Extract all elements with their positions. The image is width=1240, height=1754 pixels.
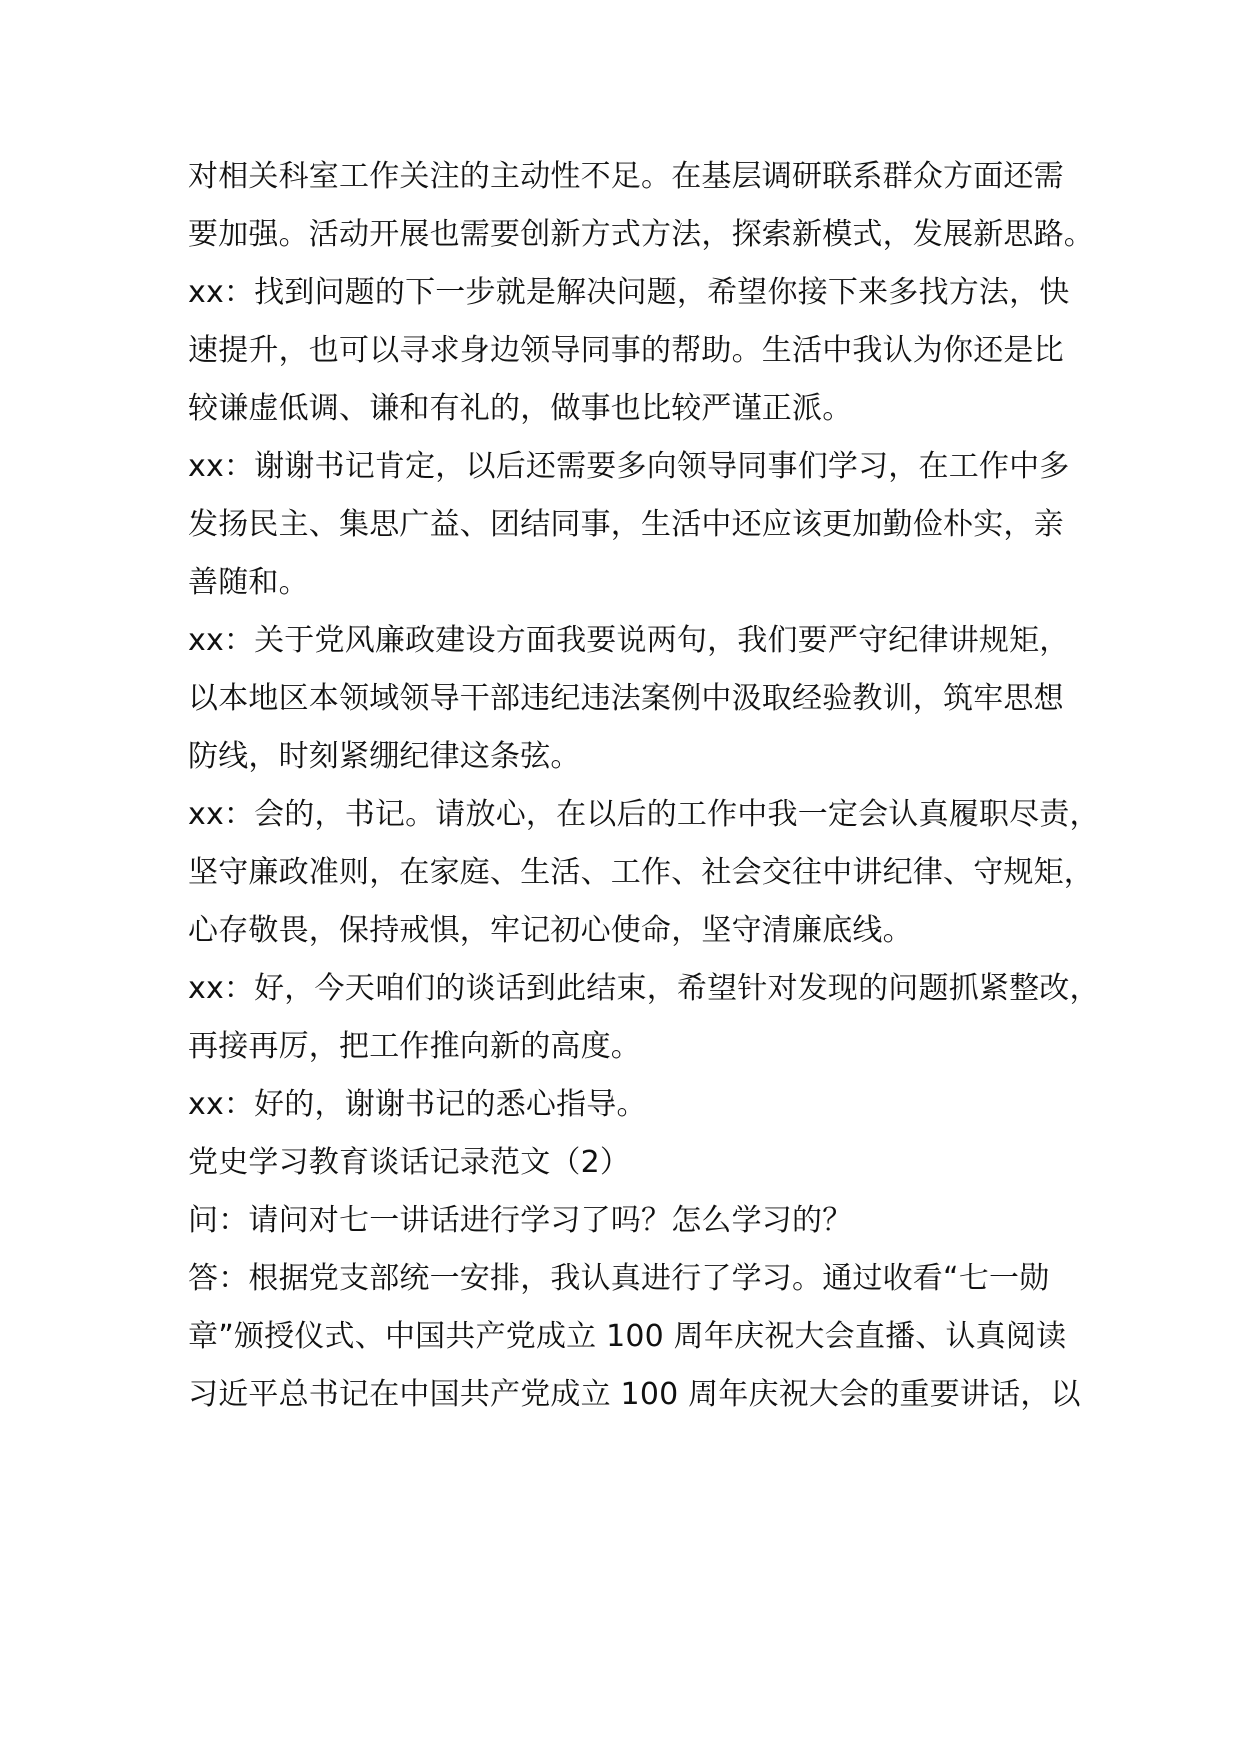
- text-line: 对相关科室工作关注的主动性不足。在基层调研联系群众方面还需: [188, 159, 1064, 194]
- text-line: 要加强。活动开展也需要创新方式方法，探索新模式，发展新思路。: [188, 217, 1094, 252]
- text-line: 较谦虚低调、谦和有礼的，做事也比较严谨正派。: [188, 391, 853, 426]
- text-line: xx：好，今天咱们的谈话到此结束，希望针对发现的问题抓紧整改，: [188, 971, 1100, 1006]
- text-line: 速提升，也可以寻求身边领导同事的帮助。生活中我认为你还是比: [188, 333, 1064, 368]
- text-line: 习近平总书记在中国共产党成立 100 周年庆祝大会的重要讲话，以: [188, 1377, 1081, 1412]
- text-line: 防线，时刻紧绷纪律这条弦。: [188, 739, 581, 774]
- text-line: 发扬民主、集思广益、团结同事，生活中还应该更加勤俭朴实，亲: [188, 507, 1064, 542]
- text-line: 以本地区本领域领导干部违纪违法案例中汲取经验教训，筑牢思想: [188, 681, 1064, 716]
- text-line: 坚守廉政准则，在家庭、生活、工作、社会交往中讲纪律、守规矩，: [188, 855, 1094, 890]
- question-line: 问：请问对七一讲话进行学习了吗？怎么学习的？: [188, 1203, 853, 1238]
- text-line: 善随和。: [188, 565, 309, 600]
- section-title: 党史学习教育谈话记录范文（2）: [188, 1145, 631, 1180]
- text-line: xx：关于党风廉政建设方面我要说两句，我们要严守纪律讲规矩，: [188, 623, 1070, 658]
- text-line: 章”颁授仪式、中国共产党成立 100 周年庆祝大会直播、认真阅读: [188, 1319, 1067, 1354]
- text-line: 心存敬畏，保持戒惧，牢记初心使命，坚守清廉底线。: [188, 913, 913, 948]
- text-line: xx：找到问题的下一步就是解决问题，希望你接下来多找方法，快: [188, 275, 1070, 310]
- text-line: xx：好的，谢谢书记的悉心指导。: [188, 1087, 647, 1122]
- text-line: xx：会的，书记。请放心，在以后的工作中我一定会认真履职尽责，: [188, 797, 1100, 832]
- text-line: xx：谢谢书记肯定，以后还需要多向领导同事们学习，在工作中多: [188, 449, 1070, 484]
- text-line: 再接再厉，把工作推向新的高度。: [188, 1029, 641, 1064]
- answer-line: 答：根据党支部统一安排，我认真进行了学习。通过收看“七一勋: [188, 1261, 1050, 1296]
